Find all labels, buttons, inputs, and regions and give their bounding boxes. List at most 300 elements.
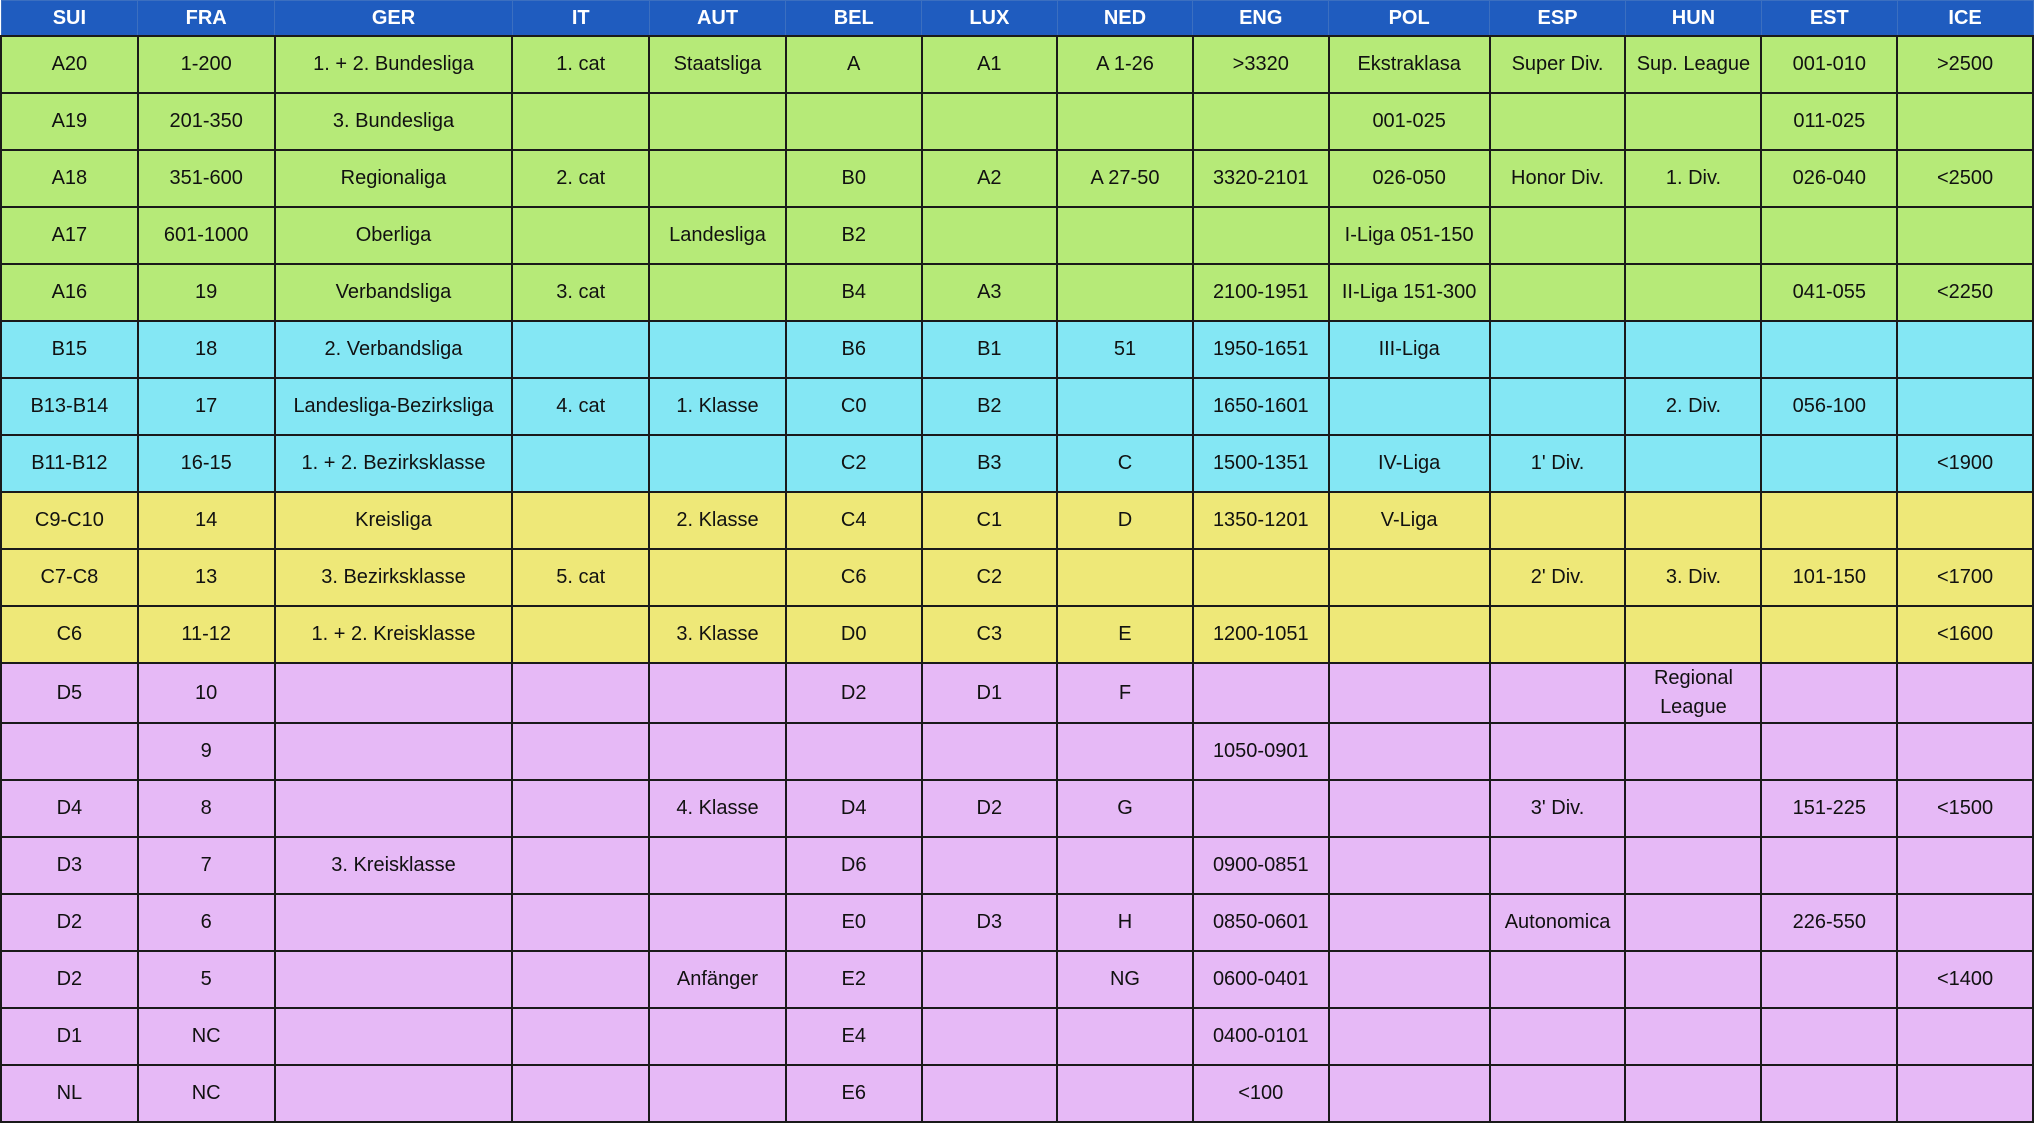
cell-ice — [1897, 492, 2033, 549]
column-header-ger: GER — [275, 1, 513, 37]
cell-it — [512, 492, 649, 549]
cell-eng: 1050-0901 — [1193, 723, 1329, 780]
cell-bel: E6 — [786, 1065, 922, 1122]
cell-esp — [1490, 1008, 1626, 1065]
cell-ned: E — [1057, 606, 1193, 663]
cell-aut — [649, 1008, 786, 1065]
table-row — [1, 93, 2033, 150]
cell-lux — [922, 1065, 1058, 1122]
cell-it — [512, 606, 649, 663]
cell-bel: B6 — [786, 321, 922, 378]
cell-est — [1761, 951, 1897, 1008]
column-header-sui: SUI — [1, 1, 138, 37]
table-row — [1, 492, 2033, 549]
cell-pol — [1329, 723, 1490, 780]
cell-eng: <100 — [1193, 1065, 1329, 1122]
cell-est — [1761, 1065, 1897, 1122]
cell-aut — [649, 321, 786, 378]
cell-eng: 2100-1951 — [1193, 264, 1329, 321]
cell-sui: D4 — [1, 780, 138, 837]
cell-fra: 351-600 — [138, 150, 275, 207]
column-header-aut: AUT — [649, 1, 786, 37]
cell-aut: 3. Klasse — [649, 606, 786, 663]
cell-bel: B0 — [786, 150, 922, 207]
cell-ned — [1057, 378, 1193, 435]
cell-it: 4. cat — [512, 378, 649, 435]
cell-pol — [1329, 780, 1490, 837]
cell-ger: Landesliga-Bezirksliga — [275, 378, 513, 435]
cell-sui: D2 — [1, 894, 138, 951]
cell-lux: D2 — [922, 780, 1058, 837]
cell-sui: D3 — [1, 837, 138, 894]
cell-pol — [1329, 894, 1490, 951]
cell-it — [512, 837, 649, 894]
cell-lux: C1 — [922, 492, 1058, 549]
cell-est — [1761, 492, 1897, 549]
cell-fra: 17 — [138, 378, 275, 435]
cell-fra: 9 — [138, 723, 275, 780]
column-header-pol: POL — [1329, 1, 1490, 37]
cell-bel: C0 — [786, 378, 922, 435]
cell-hun: 1. Div. — [1625, 150, 1761, 207]
column-header-fra: FRA — [138, 1, 275, 37]
cell-bel: D4 — [786, 780, 922, 837]
cell-hun — [1625, 606, 1761, 663]
cell-hun — [1625, 93, 1761, 150]
cell-fra: 13 — [138, 549, 275, 606]
cell-sui: A16 — [1, 264, 138, 321]
cell-aut — [649, 894, 786, 951]
table-row — [1, 723, 2033, 780]
cell-ger: 3. Bezirksklasse — [275, 549, 513, 606]
cell-esp — [1490, 663, 1626, 723]
cell-ned: NG — [1057, 951, 1193, 1008]
table-row — [1, 378, 2033, 435]
cell-sui — [1, 723, 138, 780]
cell-lux: B1 — [922, 321, 1058, 378]
cell-est: 056-100 — [1761, 378, 1897, 435]
cell-aut: Landesliga — [649, 207, 786, 264]
cell-pol: 001-025 — [1329, 93, 1490, 150]
cell-lux: C3 — [922, 606, 1058, 663]
cell-sui: D2 — [1, 951, 138, 1008]
cell-aut — [649, 150, 786, 207]
column-header-esp: ESP — [1490, 1, 1626, 37]
column-header-ice: ICE — [1897, 1, 2033, 37]
cell-est — [1761, 1008, 1897, 1065]
cell-ice: <2500 — [1897, 150, 2033, 207]
cell-bel: C6 — [786, 549, 922, 606]
cell-ice: <1900 — [1897, 435, 2033, 492]
cell-hun: 2. Div. — [1625, 378, 1761, 435]
cell-it — [512, 723, 649, 780]
table-row — [1, 606, 2033, 663]
table-row — [1, 894, 2033, 951]
cell-eng: 0600-0401 — [1193, 951, 1329, 1008]
cell-ice — [1897, 894, 2033, 951]
cell-ger — [275, 951, 513, 1008]
cell-bel: C2 — [786, 435, 922, 492]
cell-ger: 1. + 2. Bundesliga — [275, 36, 513, 93]
cell-eng: 1350-1201 — [1193, 492, 1329, 549]
cell-lux: A2 — [922, 150, 1058, 207]
cell-eng — [1193, 663, 1329, 723]
cell-ice: <1500 — [1897, 780, 2033, 837]
cell-it: 1. cat — [512, 36, 649, 93]
table-row — [1, 150, 2033, 207]
cell-est: 226-550 — [1761, 894, 1897, 951]
cell-aut — [649, 435, 786, 492]
cell-aut: 4. Klasse — [649, 780, 786, 837]
cell-ice — [1897, 207, 2033, 264]
cell-pol: III-Liga — [1329, 321, 1490, 378]
cell-ger: 3. Kreisklasse — [275, 837, 513, 894]
cell-fra: 6 — [138, 894, 275, 951]
cell-ned: H — [1057, 894, 1193, 951]
cell-pol: II-Liga 151-300 — [1329, 264, 1490, 321]
cell-ice: <1700 — [1897, 549, 2033, 606]
cell-pol: IV-Liga — [1329, 435, 1490, 492]
cell-fra: 8 — [138, 780, 275, 837]
cell-ger — [275, 1008, 513, 1065]
cell-ned — [1057, 207, 1193, 264]
cell-fra: 11-12 — [138, 606, 275, 663]
table-row — [1, 780, 2033, 837]
cell-eng: 0400-0101 — [1193, 1008, 1329, 1065]
cell-ice — [1897, 321, 2033, 378]
cell-hun — [1625, 894, 1761, 951]
cell-ned — [1057, 93, 1193, 150]
cell-eng: 1650-1601 — [1193, 378, 1329, 435]
cell-esp — [1490, 951, 1626, 1008]
cell-esp — [1490, 207, 1626, 264]
cell-aut — [649, 549, 786, 606]
cell-ger: 1. + 2. Kreisklasse — [275, 606, 513, 663]
cell-it — [512, 93, 649, 150]
cell-ned: 51 — [1057, 321, 1193, 378]
cell-ger — [275, 1065, 513, 1122]
table-row — [1, 321, 2033, 378]
cell-ned — [1057, 1008, 1193, 1065]
cell-bel: E0 — [786, 894, 922, 951]
cell-aut — [649, 1065, 786, 1122]
cell-aut: Staatsliga — [649, 36, 786, 93]
table-body — [1, 36, 2033, 1122]
cell-ned — [1057, 264, 1193, 321]
cell-ger — [275, 780, 513, 837]
cell-fra: 5 — [138, 951, 275, 1008]
cell-est: 026-040 — [1761, 150, 1897, 207]
cell-eng — [1193, 549, 1329, 606]
cell-esp: 2' Div. — [1490, 549, 1626, 606]
cell-ned: C — [1057, 435, 1193, 492]
cell-eng — [1193, 780, 1329, 837]
cell-fra: 601-1000 — [138, 207, 275, 264]
cell-hun — [1625, 1008, 1761, 1065]
cell-fra: 7 — [138, 837, 275, 894]
cell-aut — [649, 723, 786, 780]
cell-est — [1761, 435, 1897, 492]
cell-hun — [1625, 1065, 1761, 1122]
cell-pol — [1329, 378, 1490, 435]
header-row — [1, 1, 2033, 37]
cell-aut: 2. Klasse — [649, 492, 786, 549]
cell-hun: 3. Div. — [1625, 549, 1761, 606]
cell-esp — [1490, 93, 1626, 150]
cell-pol — [1329, 1065, 1490, 1122]
cell-ned: A 27-50 — [1057, 150, 1193, 207]
cell-ice — [1897, 1008, 2033, 1065]
table-row — [1, 663, 2033, 723]
cell-pol — [1329, 663, 1490, 723]
cell-ned — [1057, 549, 1193, 606]
cell-pol: I-Liga 051-150 — [1329, 207, 1490, 264]
cell-aut — [649, 663, 786, 723]
cell-sui: C6 — [1, 606, 138, 663]
cell-lux: B3 — [922, 435, 1058, 492]
cell-pol: V-Liga — [1329, 492, 1490, 549]
cell-est — [1761, 207, 1897, 264]
cell-est: 101-150 — [1761, 549, 1897, 606]
cell-est — [1761, 606, 1897, 663]
cell-esp — [1490, 723, 1626, 780]
cell-it — [512, 1065, 649, 1122]
cell-sui: B15 — [1, 321, 138, 378]
cell-ger — [275, 894, 513, 951]
table-row — [1, 951, 2033, 1008]
cell-it: 2. cat — [512, 150, 649, 207]
cell-bel: A — [786, 36, 922, 93]
cell-pol — [1329, 837, 1490, 894]
column-header-ned: NED — [1057, 1, 1193, 37]
cell-sui: D5 — [1, 663, 138, 723]
cell-eng: 3320-2101 — [1193, 150, 1329, 207]
column-header-est: EST — [1761, 1, 1897, 37]
cell-aut — [649, 837, 786, 894]
cell-hun — [1625, 780, 1761, 837]
cell-ice: <2250 — [1897, 264, 2033, 321]
table-row — [1, 207, 2033, 264]
cell-lux: B2 — [922, 378, 1058, 435]
cell-eng: 1200-1051 — [1193, 606, 1329, 663]
cell-bel: C4 — [786, 492, 922, 549]
cell-hun — [1625, 951, 1761, 1008]
cell-eng: 1950-1651 — [1193, 321, 1329, 378]
cell-est: 151-225 — [1761, 780, 1897, 837]
cell-sui: C9-C10 — [1, 492, 138, 549]
cell-est: 011-025 — [1761, 93, 1897, 150]
cell-esp — [1490, 1065, 1626, 1122]
cell-esp — [1490, 321, 1626, 378]
cell-hun — [1625, 723, 1761, 780]
cell-it — [512, 1008, 649, 1065]
table-row — [1, 837, 2033, 894]
cell-lux — [922, 723, 1058, 780]
cell-fra: 201-350 — [138, 93, 275, 150]
cell-fra: 10 — [138, 663, 275, 723]
cell-hun — [1625, 435, 1761, 492]
table-row — [1, 435, 2033, 492]
cell-est: 041-055 — [1761, 264, 1897, 321]
table-row — [1, 1065, 2033, 1122]
cell-esp: Super Div. — [1490, 36, 1626, 93]
cell-ger: 3. Bundesliga — [275, 93, 513, 150]
cell-ned: A 1-26 — [1057, 36, 1193, 93]
cell-aut — [649, 93, 786, 150]
cell-eng: 0900-0851 — [1193, 837, 1329, 894]
cell-bel: B2 — [786, 207, 922, 264]
cell-eng: 1500-1351 — [1193, 435, 1329, 492]
cell-ger — [275, 663, 513, 723]
cell-lux: D1 — [922, 663, 1058, 723]
cell-aut: Anfänger — [649, 951, 786, 1008]
cell-it — [512, 780, 649, 837]
cell-it — [512, 951, 649, 1008]
cell-est — [1761, 663, 1897, 723]
cell-fra: NC — [138, 1008, 275, 1065]
table-row — [1, 36, 2033, 93]
cell-eng: 0850-0601 — [1193, 894, 1329, 951]
cell-bel: D6 — [786, 837, 922, 894]
column-header-eng: ENG — [1193, 1, 1329, 37]
cell-est — [1761, 723, 1897, 780]
cell-ger: Verbandsliga — [275, 264, 513, 321]
cell-it — [512, 435, 649, 492]
cell-sui: B11-B12 — [1, 435, 138, 492]
cell-esp: 1' Div. — [1490, 435, 1626, 492]
cell-fra: 14 — [138, 492, 275, 549]
column-header-hun: HUN — [1625, 1, 1761, 37]
cell-bel: B4 — [786, 264, 922, 321]
cell-eng — [1193, 207, 1329, 264]
cell-bel: E2 — [786, 951, 922, 1008]
cell-est — [1761, 837, 1897, 894]
cell-ice — [1897, 723, 2033, 780]
cell-eng — [1193, 93, 1329, 150]
column-header-it: IT — [512, 1, 649, 37]
cell-bel: D0 — [786, 606, 922, 663]
cell-hun: Sup. League — [1625, 36, 1761, 93]
cell-it — [512, 207, 649, 264]
cell-pol — [1329, 951, 1490, 1008]
cell-est: 001-010 — [1761, 36, 1897, 93]
cell-pol — [1329, 549, 1490, 606]
cell-lux — [922, 93, 1058, 150]
cell-lux — [922, 951, 1058, 1008]
cell-bel: D2 — [786, 663, 922, 723]
cell-ger: Regionaliga — [275, 150, 513, 207]
cell-ned: G — [1057, 780, 1193, 837]
cell-ice — [1897, 93, 2033, 150]
cell-bel — [786, 723, 922, 780]
table-row — [1, 1008, 2033, 1065]
column-header-bel: BEL — [786, 1, 922, 37]
cell-esp — [1490, 606, 1626, 663]
cell-ger — [275, 723, 513, 780]
cell-fra: NC — [138, 1065, 275, 1122]
cell-sui: NL — [1, 1065, 138, 1122]
cell-it — [512, 894, 649, 951]
cell-sui: A19 — [1, 93, 138, 150]
cell-sui: D1 — [1, 1008, 138, 1065]
cell-fra: 1-200 — [138, 36, 275, 93]
cell-bel: E4 — [786, 1008, 922, 1065]
cell-ice — [1897, 837, 2033, 894]
cell-esp: Honor Div. — [1490, 150, 1626, 207]
cell-ice: <1600 — [1897, 606, 2033, 663]
cell-lux: C2 — [922, 549, 1058, 606]
cell-esp — [1490, 492, 1626, 549]
cell-fra: 19 — [138, 264, 275, 321]
cell-aut — [649, 264, 786, 321]
cell-ned: D — [1057, 492, 1193, 549]
cell-ice — [1897, 1065, 2033, 1122]
cell-ned — [1057, 1065, 1193, 1122]
cell-it — [512, 663, 649, 723]
cell-esp — [1490, 264, 1626, 321]
cell-hun — [1625, 837, 1761, 894]
cell-hun — [1625, 207, 1761, 264]
cell-ice: >2500 — [1897, 36, 2033, 93]
cell-hun — [1625, 321, 1761, 378]
table-row — [1, 264, 2033, 321]
table-row — [1, 549, 2033, 606]
cell-sui: A18 — [1, 150, 138, 207]
cell-hun — [1625, 492, 1761, 549]
cell-fra: 16-15 — [138, 435, 275, 492]
cell-sui: A20 — [1, 36, 138, 93]
column-header-lux: LUX — [922, 1, 1058, 37]
cell-bel — [786, 93, 922, 150]
cell-esp: 3' Div. — [1490, 780, 1626, 837]
cell-ger: 2. Verbandsliga — [275, 321, 513, 378]
cell-esp: Autonomica — [1490, 894, 1626, 951]
cell-it — [512, 321, 649, 378]
cell-esp — [1490, 837, 1626, 894]
cell-hun: Regional League — [1625, 663, 1761, 723]
cell-ice — [1897, 663, 2033, 723]
cell-ice: <1400 — [1897, 951, 2033, 1008]
cell-esp — [1490, 378, 1626, 435]
cell-sui: A17 — [1, 207, 138, 264]
cell-ned: F — [1057, 663, 1193, 723]
cell-hun — [1625, 264, 1761, 321]
cell-pol — [1329, 606, 1490, 663]
cell-pol: 026-050 — [1329, 150, 1490, 207]
cell-pol — [1329, 1008, 1490, 1065]
cell-lux — [922, 1008, 1058, 1065]
cell-aut: 1. Klasse — [649, 378, 786, 435]
cell-ger: Oberliga — [275, 207, 513, 264]
cell-it: 5. cat — [512, 549, 649, 606]
cell-est — [1761, 321, 1897, 378]
cell-sui: B13-B14 — [1, 378, 138, 435]
cell-lux: A1 — [922, 36, 1058, 93]
cell-sui: C7-C8 — [1, 549, 138, 606]
cell-lux: D3 — [922, 894, 1058, 951]
cell-ger: 1. + 2. Bezirksklasse — [275, 435, 513, 492]
cell-lux — [922, 837, 1058, 894]
cell-eng: >3320 — [1193, 36, 1329, 93]
cell-fra: 18 — [138, 321, 275, 378]
cell-pol: Ekstraklasa — [1329, 36, 1490, 93]
cell-ice — [1897, 378, 2033, 435]
cell-ger: Kreisliga — [275, 492, 513, 549]
cell-lux: A3 — [922, 264, 1058, 321]
cell-lux — [922, 207, 1058, 264]
cell-ned — [1057, 837, 1193, 894]
cell-it: 3. cat — [512, 264, 649, 321]
